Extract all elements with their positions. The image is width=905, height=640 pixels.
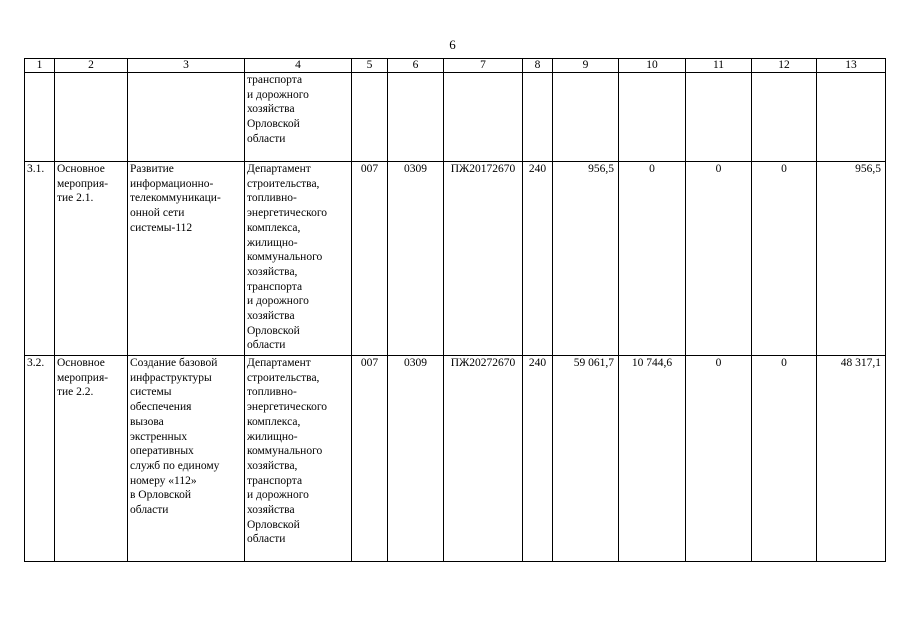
cell-grbs: 007: [352, 162, 388, 356]
col-header-13: 13: [817, 59, 886, 73]
cell-empty: [686, 73, 752, 162]
cell-rzpr: 0309: [388, 162, 444, 356]
cell-activity-name: Создание базовой инфраструктуры системы обеспечения вызова экстренных оперативных служб по единому номеру «112» в Орловской области: [128, 356, 245, 562]
col-header-12: 12: [752, 59, 817, 73]
cell-csr: ПЖ20272670: [444, 356, 523, 562]
cell-year-2: 0: [686, 356, 752, 562]
cell-executor: Департамент строительства, топливно- энергетического комплекса, жилищно- коммунального хозяйства, транспорта и дорожного хозяйства Орловской области: [245, 162, 352, 356]
cell-vr: 240: [523, 162, 553, 356]
col-header-3: 3: [128, 59, 245, 73]
cell-empty: [444, 73, 523, 162]
cell-rzpr: 0309: [388, 356, 444, 562]
cell-empty: [128, 73, 245, 162]
cell-empty: [523, 73, 553, 162]
cell-year-4: 48 317,1: [817, 356, 886, 562]
page-number: 6: [449, 37, 456, 52]
cell-total: 956,5: [553, 162, 619, 356]
header-row: [25, 59, 886, 73]
budget-table: [24, 58, 886, 562]
cell-empty: [752, 73, 817, 162]
col-header-6: 6: [388, 59, 444, 73]
cell-empty: [553, 73, 619, 162]
cell-year-4: 956,5: [817, 162, 886, 356]
col-header-2: 2: [55, 59, 128, 73]
cell-year-1: 0: [619, 162, 686, 356]
cell-empty: [388, 73, 444, 162]
cell-executor: транспорта и дорожного хозяйства Орловской области: [245, 73, 352, 162]
cell-year-1: 10 744,6: [619, 356, 686, 562]
cell-activity-name: Развитие информационно- телекоммуникаци- онной сети системы-112: [128, 162, 245, 356]
col-header-1: 1: [25, 59, 55, 73]
col-header-11: 11: [686, 59, 752, 73]
cell-vr: 240: [523, 356, 553, 562]
cell-empty: [619, 73, 686, 162]
cell-executor: Департамент строительства, топливно- энергетического комплекса, жилищно- коммунального хозяйства, транспорта и дорожного хозяйства Орловской области: [245, 356, 352, 562]
cell-empty: [817, 73, 886, 162]
cell-total: 59 061,7: [553, 356, 619, 562]
cell-number: 3.1.: [25, 162, 55, 356]
table-row: [25, 162, 886, 356]
cell-grbs: 007: [352, 356, 388, 562]
cell-empty: [352, 73, 388, 162]
cell-year-2: 0: [686, 162, 752, 356]
cell-activity-type: Основное мероприя- тие 2.1.: [55, 162, 128, 356]
col-header-10: 10: [619, 59, 686, 73]
cell-year-3: 0: [752, 356, 817, 562]
col-header-8: 8: [523, 59, 553, 73]
cell-csr: ПЖ20172670: [444, 162, 523, 356]
col-header-5: 5: [352, 59, 388, 73]
col-header-4: 4: [245, 59, 352, 73]
cell-empty: [55, 73, 128, 162]
table-row-continuation: [25, 73, 886, 162]
cell-number: 3.2.: [25, 356, 55, 562]
cell-activity-type: Основное мероприя- тие 2.2.: [55, 356, 128, 562]
cell-year-3: 0: [752, 162, 817, 356]
cell-empty: [25, 73, 55, 162]
col-header-7: 7: [444, 59, 523, 73]
col-header-9: 9: [553, 59, 619, 73]
table-row: [25, 356, 886, 562]
